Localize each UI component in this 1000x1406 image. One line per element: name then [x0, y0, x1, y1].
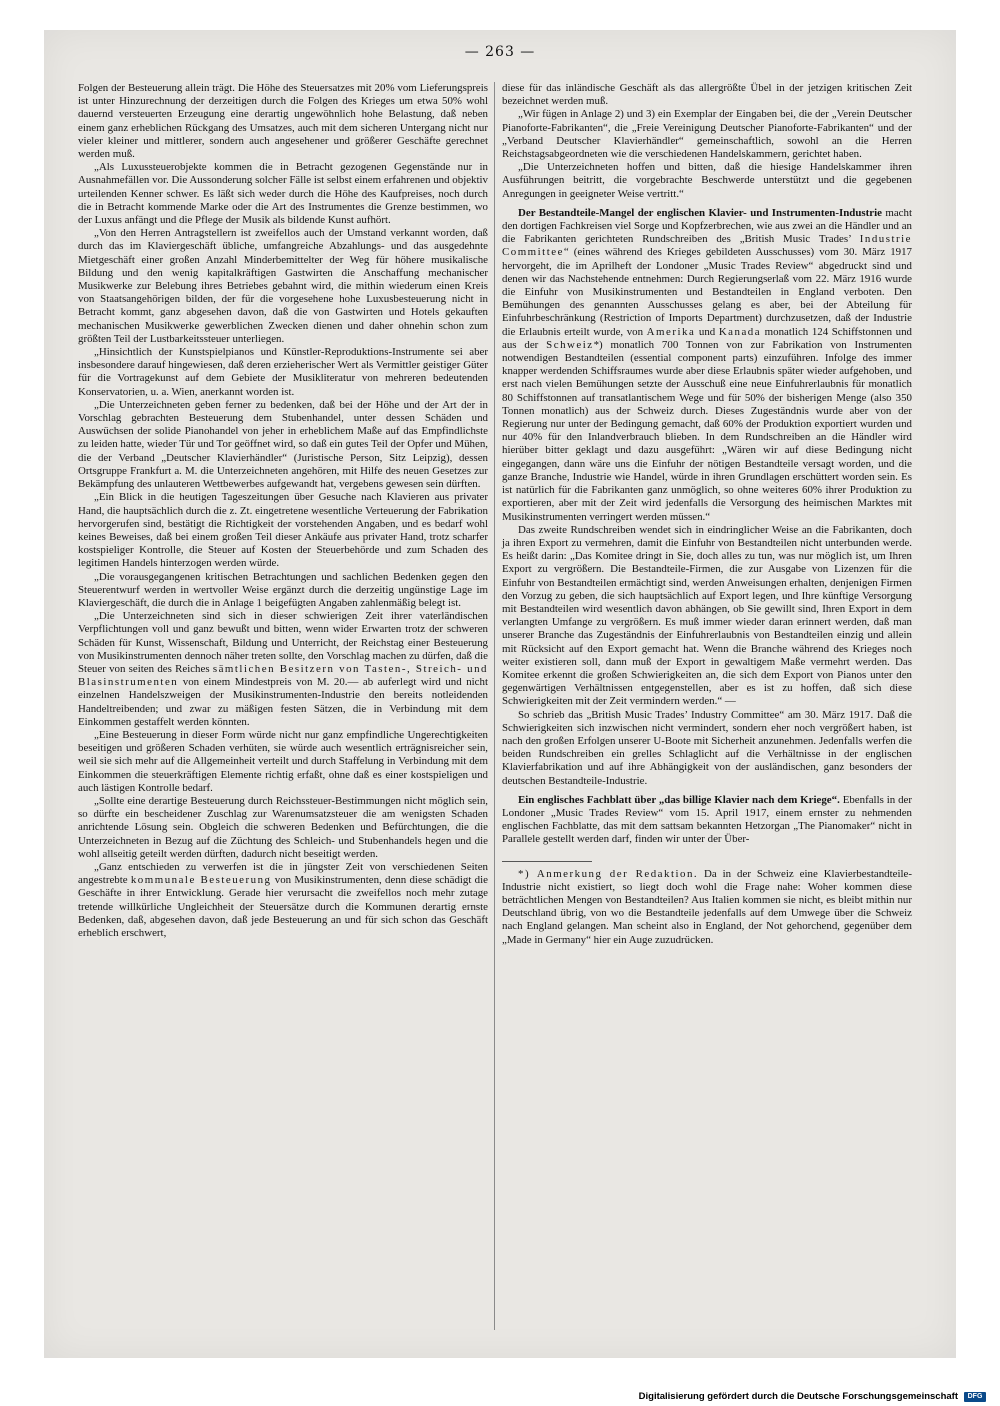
section-heading: Ein englisches Fachblatt über „das billige Klavier nach dem Kriege“. [518, 793, 840, 806]
paragraph: „Ein Blick in die heutigen Tageszeitungen über Gesuche nach Klavieren aus privater Hand, die hauptsächlich durch die z. Zt. eingetretene wesentliche Verteuerung der Fabrikation hervorgerufen sind, bestätigt die Richtigkeit der vorstehenden Angaben, und es bedarf wohl keines Beweises, daß bei einem großen Teil dieser Ankäufe aus privater Hand, trotz scharfer kostspieliger Kontrolle, die Steuer auf Kosten der Steuerbehörde und zum Schaden des legitimen Handels hinterzogen werden würde. [78, 491, 488, 570]
spaced-text: *) Anmerkung der Redaktion. [518, 867, 699, 880]
paragraph: Folgen der Besteuerung allein trägt. Die Höhe des Steuersatzes mit 20% vom Lieferungspreis ist unter Hinzurechnung der derzeitigen durch die Folgen des Krieges um etwa 50% wohl dauernd versteuerten Erzeugung eine derartig ungewöhnlich hohe Belastung, daß neben einem ganz erheblichen Rückgang des Umsatzes, auch mit dem sicheren Untergang nicht nur vieler kleiner und mittlerer, sondern auch angesehener und größerer Geschäfte gerechnet werden muß. [78, 82, 488, 161]
text-run: Ebenfalls in der Londoner „Music Trades Review“ vom 15. April 1917, einem ernster zu nehmenden englischen Fachblatte, das mit dem sattsam bekannten Hetzorgan „The Pianomaker“ nicht in Parallele gestellt werden darf, finden wir unter der Über- [502, 793, 912, 846]
paragraph: Das zweite Rundschreiben wendet sich in eindringlicher Weise an die Fabrikanten, doch ja ihren Export zu vermehren, damit die Einfuhr von Bestandteilen nicht unterbunden werde. Es heißt darin: „Das Komitee dringt in Sie, doch alles zu tun, was nur möglich ist, um Ihren Export zu vergrößern. Die Bestandteile-Firmen, die zur Ausgabe von Lizenzen für die Einfuhr von Bestandteilen ermächtigt sind, werden Anweisungen erhalten, denjenigen Firmen den Vorzug zu geben, die sich hauptsächlich auf Export legen, und Ihre künftige Versorgung mit Bestandteilen wird wesentlich davon abhängen, ob Sie gewillt sind, Ihren Export in dem verlangten Umfange zu vergrößern. Es muß immer wieder daran erinnert werden, daß man unserer Branche das Zugeständnis der Einfuhrerlaubnis von Bestandteilen einzig und allein mit Rücksicht auf den Export gemacht hat. Wenn die Branche während des Krieges noch weiter existieren soll, dann muß der Export in gewaltigem Maße vermehrt werden. Das Komitee erkennt die großen Schwierigkeiten an, die sich dem Export von Pianos unter den gegenwärtigen Verhältnissen entgegenstellen, aber es ist zu hoffen, daß sich diese Schwierigkeiten mit der Zeit vermindern werden.“ — [502, 523, 912, 708]
paragraph: „Eine Besteuerung in dieser Form würde nicht nur ganz empfindliche Ungerechtigkeiten beseitigen und größeren Schaden verhüten, sie würde auch wesentlich erträgnisreicher sein, weil sie sich mehr auf die Allgemeinheit verteilt und durch Staffelung in Verbindung mit dem Einkommen die steuerkräftigen Elemente richtig erfaßt, ohne daß es einer kostspieligen und auch lästigen Kontrolle bedarf. [78, 728, 488, 794]
paragraph: „Hinsichtlich der Kunstspielpianos und Künstler-Reproduktions-Instrumente sei aber insbesondere darauf hingewiesen, daß deren erzieherischer Wert als Vermittler geistiger Güter für die Vortragekunst auf dem Gebiete der Musikliteratur von mehreren bedeutenden Konservatorien, u. a. Wien, anerkannt worden ist. [78, 346, 488, 398]
column-divider [494, 82, 495, 1330]
paragraph: „Die Unterzeichneten geben ferner zu bedenken, daß bei der Höhe und der Art der in Vorschlag gebrachten Besteuerung dem Stubenhandel, unter dessen Schäden und Auswüchsen der solide Pianohandel von jeher in erheblichem Maße auf das Empfindlichste zu leiden hatte, wieder Tür und Tor geöffnet wird, so daß ein gutes Teil der Opfer und Mühen, die der Verband „Deutscher Klavierhändler“ (Juristische Person, Sitz Leipzig), dessen Ortsgruppe Frankfurt a. M. die Unterzeichneten angehören, mit Hilfe des neuen Gesetzes zur Bekämpfung des unlauteren Wettbewerbes aufgewandt hat, vergebens gewesen sein dürften. [78, 398, 488, 491]
section-heading: Der Bestandteile-Mangel der englischen Klavier- und Instrumenten-Industrie [518, 206, 882, 219]
paragraph: „Als Luxussteuerobjekte kommen die in Betracht gezogenen Gegenstände nur in Ausnahmefällen vor. Die Aussonderung solcher Fälle ist selbst einem erfahrenen und objektiv urteilenden Kenner schwer. Es läßt sich weder durch die Höhe des Kaufpreises, noch durch die in Betracht kommende Marke oder die Art des Instrumentes die Grenze bestimmen, wo der Luxus anfängt und die Pflege der Musik als bildende Kunst aufhört. [78, 161, 488, 227]
spaced-text: Schweiz [546, 338, 594, 351]
text-run: *) monatlich 700 Tonnen von zur Fabrikation von Instrumenten notwendigen Bestandteilen (essential component parts) einzuführen. Infolge des immer knapper werdenden Schiffsraumes wurde aber diese Erlaubnis später wieder aufgehoben, und erst nach vielen Bemühungen setzte der Ausschuß eine neue Einfuhrerlaubnis für monatlich 80 Schiffstonnen auf transatlantischem Wege und für 50% der bisherigen Menge (also 350 Tonnen monatlich) aus der Schweiz durch. Dieses Zugeständnis wurde aber von der Regierung nur unter der Bedingung gemacht, daß 60% der Produktion exportiert wurden und nur 40% für den Inlandverbrauch blieben. In dem Rundschreiben an die Händler wird hierüber bitter geklagt und dazu ausgeführt: „Wären wir auf diese Bedingung nicht eingegangen, dann wäre uns die Einfuhr der nötigen Bestandteile versagt worden, und die ganze Branche, Industrie wie Handel, würde in ihren Grundlagen erschüttert worden sein. Es ist natürlich für die Fabrikanten ganz unmöglich, so ohne weiteres 60% ihrer Produktion zu exportieren, aber mit der Zeit wird jedenfalls die Versorgung des heimischen Marktes mit Musikinstrumenten verringert werden müssen.“ [502, 338, 912, 523]
left-column [78, 82, 488, 940]
dfg-logo-icon: DFG [964, 1392, 986, 1402]
text-run: monatlich 124 Schiffstonnen und aus der [502, 325, 912, 351]
paragraph: „Die Unterzeichneten hoffen und bitten, daß die hiesige Handelskammer ihren Ausführungen beitritt, die vorgebrachte Beschwerde unterstützt und die gegebenen Anregungen in geeigneter Weise vertritt.“ [502, 161, 912, 200]
spaced-text: sämtlichen Besitzern von Tasten-, Streich- und Blasinstrumenten [78, 662, 488, 689]
text-run: “ (eines während des Krieges gebildeten Ausschusses) vom 30. März 1917 hervorgeht, die im Aprilheft der Londoner „Music Trades Review“ abgedruckt sind und denen wir das Nachstehende entnehmen: Durch Regierungserlaß vom 22. März 1916 wurde die Einfuhr von Musikinstrumenten und Bestandteilen in England verboten. Den Bemühungen des genannten Ausschusses gelang es aber, bei der Abteilung für Einfuhrbeschränkung (Restriction of Imports Department) durchzusetzen, daß der Industrie die Erlaubnis erteilt wurde, von [502, 246, 912, 338]
footnote [502, 868, 912, 947]
text-run: von einem Mindestpreis von M. 20.— ab auferlegt wird und nicht einzelnen Handelszweigen der Musikinstrumenten-Industrie den bereits notleidenden Handeltreibenden; und zwar zu mäßigen festen Sätzen, die in Verbindung mit dem Einkommen gestaffelt werden könnten. [78, 676, 488, 728]
spaced-text: kommunale Besteuerung [130, 874, 272, 887]
spaced-text: Industrie Committee [502, 233, 912, 259]
paragraph: diese für das inländische Geschäft als das allergrößte Übel in der jetzigen kritischen Zeit bezeichnet werden muß. [502, 82, 912, 108]
page-number: — 263 — [464, 44, 536, 60]
right-column [502, 82, 912, 947]
paragraph [78, 861, 488, 940]
digitization-credit [639, 1391, 986, 1402]
text-run: und [698, 325, 716, 338]
paragraph: „Die vorausgegangenen kritischen Betrachtungen und sachlichen Bedenken gegen den Steuerentwurf werden in wertvoller Weise ergänzt durch die derzeitig ungünstige Lage im Klaviergeschäft, die durch die in Anlage 1 beigefügten Angaben zahlenmäßig belegt ist. [78, 570, 488, 609]
spaced-text: Kanada [718, 325, 762, 338]
paragraph: So schrieb das „British Music Trades’ Industry Committee“ am 30. März 1917. Daß die Schwierigkeiten sich inzwischen nicht vermindert, sondern eher noch vergrößert haben, ist nach den großen Erfolgen unserer U-Boote mit Sicherheit anzunehmen. Jedenfalls werfen die beiden Rundschreiben ein grelles Schlaglicht auf die Verhältnisse in der englischen Klavierfabrikation und auf ihre Abhängigkeit von der ausländischen, ganz besonders der deutschen Bestandteile-Industrie. [502, 708, 912, 787]
paragraph: „Von den Herren Antragstellern ist zweifellos auch der Umstand verkannt worden, daß durch das im Klaviergeschäft übliche, umfangreiche Abzahlungs- und das ausgedehnte Mietgeschäft einer großen Anzahl Minderbemittelter der Weg für höhere musikalische Bildung und den wenig kapitalkräftigen Gastwirten die Anschaffung mechanischer Musikwerke zur Belebung ihres Betriebes gebahnt wird, die mithin wiederum einen Kreis von Staatsangehörigen bilden, der für die vorgesehene hohe Luxusbesteuerung nicht in Betracht kommt, ganz abgesehen davon, daß die von Gastwirten und Hotels gekauften mechanischen Musikwerke gewerblichen Zwecken dienen und daher ohnehin schon zum größten Teil der Lustbarkeitssteuer unterliegen. [78, 227, 488, 345]
scanned-page [44, 30, 956, 1358]
text-run: „Ganz entschieden zu verwerfen ist die in jüngster Zeit von verschiedenen Seiten angestrebte [78, 860, 488, 887]
paragraph: „Sollte eine derartige Besteuerung durch Reichssteuer-Bestimmungen nicht möglich sein, so dürfte ein bescheidener Zuschlag zur Warenumsatzsteuer die am wenigsten Schaden anrichtende Lösung sein. Obgleich die schweren Bedenken und Befürchtungen, die die Unterzeichneten in Bezug auf die Züchtung des Schleich- und Stubenhandels hegen und die wohl allseitig geteilt werden dürften, dadurch nicht beseitigt werden. [78, 794, 488, 860]
paragraph: „Wir fügen in Anlage 2) und 3) ein Exemplar der Eingaben bei, die der „Verein Deutscher Pianoforte-Fabrikanten“, die „Freie Vereinigung Deutscher Pianoforte-Fabrikanten“ und der „Verband Deutscher Klavierhändler“ gemeinschaftlich, sowohl an die Herren Reichstagsabgeordneten wie die verschiedenen Handelskammern, gerichtet haben. [502, 108, 912, 161]
text-run: „Die Unterzeichneten sind sich in dieser schwierigen Zeit ihrer vaterländischen Verpflichtungen voll und ganz bewußt und bitten, wenn wider Erwarten trotz der schweren Schäden für Kunst, Wissenschaft, Bildung und Unterricht, der Reichstag einer Besteuerung von Musikinstrumenten dennoch näher treten sollte, den Vorschlag machen zu dürfen, daß die Steuer von seiten des Reiches [78, 610, 488, 675]
text-run: Da in der Schweiz eine Klavierbestandteile-Industrie nicht existiert, so liegt doch wohl die Frage nahe: Woher kommen diese beträchtlichen Mengen von Bestandteilen? Aus Italien kommen sie nicht, es bleibt mithin nur Deutschland übrig, von wo die Bestandteile jedenfalls auf dem Umwege über die Schweiz nach England gelangen. Man scheint also in England, der Not gehorchend, gegenüber dem „Made in Germany“ hier ein Auge zuzudrücken. [502, 867, 912, 946]
text-run: von Musikinstrumenten, denn diese schädigt die Geschäfte in ihrer Entwicklung. Gerade hier verursacht die zweifellos noch mehr zutage tretende willkürliche Ungleichheit der Steuersätze durch die Kommunen derartig ernste Bedenken, daß, abgesehen davon, daß jede Besteuerung an und für sich schon das Geschäft erheblich erschwert, [78, 874, 488, 939]
paragraph [502, 207, 912, 524]
credit-text: Digitalisierung gefördert durch die Deutsche Forschungsgemeinschaft [638, 1391, 958, 1402]
paragraph [78, 610, 488, 729]
text-run: macht den dortigen Fachkreisen viel Sorge und Kopfzerbrechen, wie aus zwei an die Händler und an die Fabrikanten gerichteten Rundschreiben des „British Music Trades’ [502, 206, 912, 246]
paragraph [502, 794, 912, 847]
spaced-text: Amerika [646, 325, 696, 338]
footnote-rule [502, 861, 592, 862]
